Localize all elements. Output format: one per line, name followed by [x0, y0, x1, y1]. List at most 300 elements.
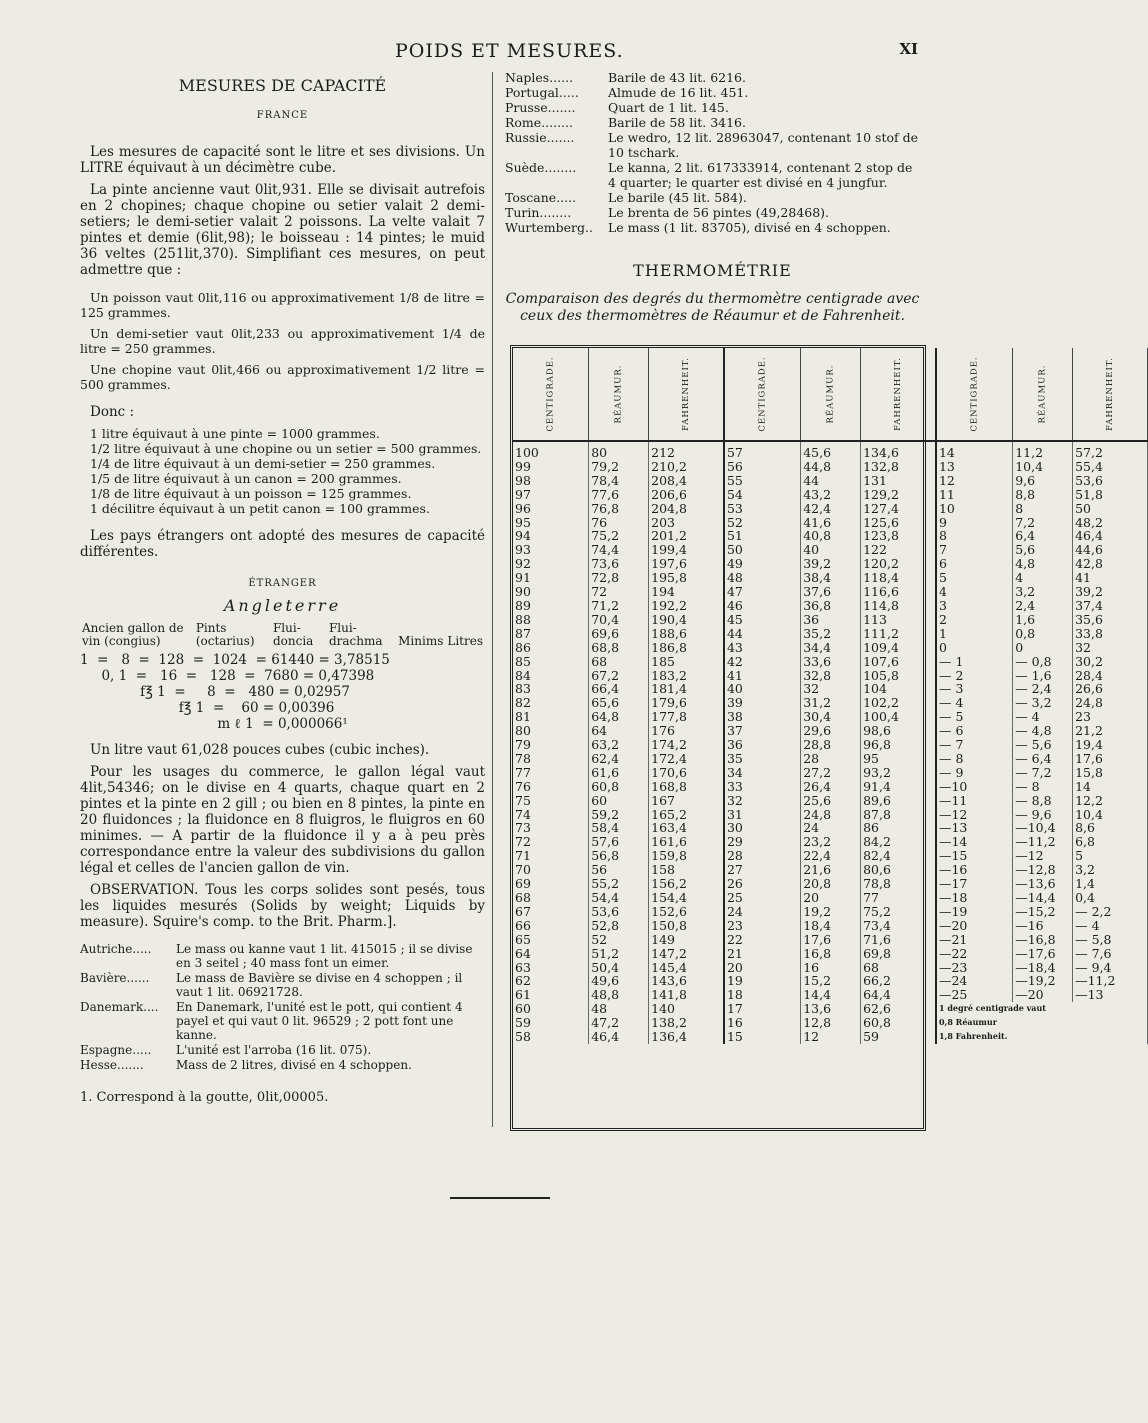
thermo-cell: 116,6 — [861, 585, 936, 599]
thermo-row — [513, 933, 1147, 947]
thermo-row — [513, 571, 1147, 585]
thermo-row — [513, 613, 1147, 627]
thermo-header-cell — [1073, 348, 1148, 441]
thermo-header-label: CENTIGRADE. — [757, 356, 768, 432]
thermo-cell: — 4 — [1013, 710, 1073, 724]
thermo-row — [513, 808, 1147, 822]
thermo-cell: 80 — [513, 724, 589, 738]
thermo-cell: — 2,2 — [1073, 905, 1148, 919]
thermo-row — [513, 891, 1147, 905]
thermo-cell: 149 — [649, 933, 724, 947]
thermo-cell: 11,2 — [1013, 441, 1073, 460]
approx-list — [80, 290, 485, 392]
country-row — [80, 1043, 485, 1057]
thermo-cell: —25 — [936, 988, 1013, 1002]
thermo-cell: 20 — [801, 891, 861, 905]
thermo-cell: 52,8 — [589, 919, 649, 933]
thermo-cell: 19 — [724, 974, 801, 988]
thermo-cell: 22,4 — [801, 849, 861, 863]
thermo-cell: 125,6 — [861, 516, 936, 530]
thermo-row — [513, 766, 1147, 780]
country-row — [80, 971, 485, 999]
thermo-cell: 80 — [589, 441, 649, 460]
thermo-cell: 29,6 — [801, 724, 861, 738]
thermo-cell: 9 — [936, 516, 1013, 530]
thermo-cell: 140 — [649, 1002, 724, 1016]
thermo-cell: 78,8 — [861, 877, 936, 891]
thermo-cell: 123,8 — [861, 529, 936, 543]
thermo-cell: —15,2 — [1013, 905, 1073, 919]
thermo-cell: 53,6 — [589, 905, 649, 919]
thermo-cell: 118,4 — [861, 571, 936, 585]
donc-label: Donc : — [90, 404, 135, 420]
thermo-cell: 28 — [724, 849, 801, 863]
thermo-cell: 48,8 — [589, 988, 649, 1002]
thermo-cell: 132,8 — [861, 460, 936, 474]
thermo-cell: 17 — [724, 1002, 801, 1016]
country-name: Naples...... — [505, 70, 574, 85]
thermo-cell: 73,4 — [861, 919, 936, 933]
thermo-cell: — 1 — [936, 655, 1013, 669]
country-row — [505, 85, 920, 100]
thermo-cell: 36 — [724, 738, 801, 752]
thermo-cell: 74,4 — [589, 543, 649, 557]
country-value: Le mass (1 lit. 83705), divisé en 4 schoppen. — [608, 220, 891, 235]
thermo-row — [513, 919, 1147, 933]
uk-header-cell: Pints (octarius) — [195, 621, 255, 648]
thermo-cell: 51,2 — [589, 947, 649, 961]
thermo-cell: 71,6 — [861, 933, 936, 947]
thermo-cell: 4 — [1013, 571, 1073, 585]
country-name: Suède........ — [505, 160, 577, 175]
running-head: POIDS ET MESURES. — [395, 40, 624, 62]
thermo-cell: 45 — [724, 613, 801, 627]
thermo-cell: 143,6 — [649, 974, 724, 988]
thermo-cell: 80,6 — [861, 863, 936, 877]
thermo-cell: 93,2 — [861, 766, 936, 780]
thermo-header-label: FAHRENHEIT. — [893, 357, 904, 431]
thermo-cell: 66,4 — [589, 682, 649, 696]
thermo-cell: 59,2 — [589, 808, 649, 822]
thermo-cell: 6,4 — [1013, 529, 1073, 543]
country-value: Mass de 2 litres, divisé en 4 schoppen. — [176, 1058, 412, 1072]
thermo-cell: 55,4 — [1073, 460, 1148, 474]
approx-item: Une chopine vaut 0lit,466 ou approximativement 1/2 litre = 500 grammes. — [80, 362, 485, 392]
thermo-cell: 70 — [513, 863, 589, 877]
thermo-cell: 47 — [724, 585, 801, 599]
country-row — [505, 205, 920, 220]
thermo-cell: 55,2 — [589, 877, 649, 891]
observation-paragraph: OBSERVATION. Tous les corps solides sont pesés, tous les liquides mesurés (Solids by weight; Liquids by measure). Squire's comp. to the Brit. Pharm.]. — [80, 882, 485, 930]
thermo-cell: —11 — [936, 794, 1013, 808]
thermo-cell: 0,8 — [1013, 627, 1073, 641]
thermo-cell: 97 — [513, 488, 589, 502]
thermo-cell: 9,6 — [1013, 474, 1073, 488]
left-column — [80, 78, 485, 1106]
thermo-cell: 42,8 — [1073, 557, 1148, 571]
thermo-cell: 10 — [936, 502, 1013, 516]
uk-row: f℥ 1 = 60 = 0,00396 — [80, 700, 335, 716]
thermo-cell: 48 — [724, 571, 801, 585]
thermo-cell: 95 — [513, 516, 589, 530]
thermo-cell: — 9 — [936, 766, 1013, 780]
thermo-cell: — 2 — [936, 669, 1013, 683]
thermo-cell: 91,4 — [861, 780, 936, 794]
thermo-cell: — 3 — [936, 682, 1013, 696]
thermo-cell: 32 — [724, 794, 801, 808]
thermo-cell: 31 — [724, 808, 801, 822]
thermo-cell: 21 — [724, 947, 801, 961]
thermo-cell: 64 — [513, 947, 589, 961]
thermo-cell: 104 — [861, 682, 936, 696]
thermo-cell: 66 — [513, 919, 589, 933]
thermo-cell: 204,8 — [649, 502, 724, 516]
thermo-cell: —16 — [936, 863, 1013, 877]
country-name: Russie....... — [505, 130, 575, 145]
thermo-cell: —12,8 — [1013, 863, 1073, 877]
thermo-cell: — 5,8 — [1073, 933, 1148, 947]
thermo-cell: 150,8 — [649, 919, 724, 933]
thermo-cell: 48,2 — [1073, 516, 1148, 530]
thermo-cell: 94 — [513, 529, 589, 543]
thermo-cell: 159,8 — [649, 849, 724, 863]
country-row — [505, 190, 920, 205]
thermo-cell: 8,8 — [1013, 488, 1073, 502]
thermo-row — [513, 947, 1147, 961]
thermo-cell: 42,4 — [801, 502, 861, 516]
thermo-cell: 134,6 — [861, 441, 936, 460]
country-value: Le mass ou kanne vaut 1 lit. 415015 ; il se divise en 3 seitel ; 40 mass font un eimer. — [176, 942, 473, 970]
thermo-cell: 65,6 — [589, 696, 649, 710]
thermo-cell: 23 — [724, 919, 801, 933]
thermo-cell: —10,4 — [1013, 821, 1073, 835]
thermo-cell: 68 — [513, 891, 589, 905]
thermo-cell: 58,4 — [589, 821, 649, 835]
thermo-cell: 70,4 — [589, 613, 649, 627]
thermo-cell: 49,6 — [589, 974, 649, 988]
thermo-cell: 12 — [801, 1030, 861, 1044]
thermo-cell: 98 — [513, 474, 589, 488]
thermo-header-label: FAHRENHEIT. — [681, 357, 692, 431]
thermo-cell: 0 — [936, 641, 1013, 655]
thermo-cell: 21,2 — [1073, 724, 1148, 738]
thermo-cell: 141,8 — [649, 988, 724, 1002]
thermo-cell: 109,4 — [861, 641, 936, 655]
thermo-cell: 43,2 — [801, 488, 861, 502]
thermo-cell: 195,8 — [649, 571, 724, 585]
thermo-cell: 37 — [724, 724, 801, 738]
thermo-cell: 31,2 — [801, 696, 861, 710]
thermo-header-label: RÉAUMUR. — [613, 364, 624, 424]
thermo-cell: 28,8 — [801, 738, 861, 752]
thermo-cell: 12,8 — [801, 1016, 861, 1030]
thermo-row — [513, 460, 1147, 474]
thermo-cell: 44 — [724, 627, 801, 641]
thermo-cell: 5 — [1073, 849, 1148, 863]
country-name: Bavière...... — [80, 971, 150, 985]
thermo-cell: 84,2 — [861, 835, 936, 849]
thermo-cell: 98,6 — [861, 724, 936, 738]
cubic-paragraph: Un litre vaut 61,028 pouces cubes (cubic inches). — [90, 742, 430, 758]
thermo-cell: 34 — [724, 766, 801, 780]
thermo-cell: 120,2 — [861, 557, 936, 571]
thermo-cell: 68,8 — [589, 641, 649, 655]
thermo-cell: 6 — [936, 557, 1013, 571]
thermo-row — [513, 780, 1147, 794]
thermo-cell: 158 — [649, 863, 724, 877]
thermo-cell: 161,6 — [649, 835, 724, 849]
thermo-cell: 2 — [936, 613, 1013, 627]
thermo-note: 1,8 Fahrenheit. — [936, 1030, 1147, 1044]
thermo-cell: 62,6 — [861, 1002, 936, 1016]
uk-row: f℥ 1 = 8 = 480 = 0,02957 — [80, 684, 350, 700]
thermo-cell: —15 — [936, 849, 1013, 863]
thermo-cell: —23 — [936, 961, 1013, 975]
thermo-cell: 5 — [936, 571, 1013, 585]
thermo-cell: 13,6 — [801, 1002, 861, 1016]
thermo-cell: — 7 — [936, 738, 1013, 752]
thermo-cell: 18,4 — [801, 919, 861, 933]
thermo-cell: 43 — [724, 641, 801, 655]
thermo-cell: 24 — [724, 905, 801, 919]
thermo-row — [513, 738, 1147, 752]
thermo-cell: 87,8 — [861, 808, 936, 822]
thermo-row — [513, 863, 1147, 877]
thermo-cell: 15,2 — [801, 974, 861, 988]
gallon-paragraph: Pour les usages du commerce, le gallon légal vaut 4lit,54346; on le divise en 4 quarts, chaque quart en 2 pintes et la pinte en 2 gill ; ou bien en 8 pintes, la pinte en 20 fluidonces ; la fluidonce en 8 fluigros, le fluigros en 60 minimes. — A partir de la fluidonce il y a à peu près correspondance entre la valeur des subdivisions du gallon légal et celles de l'ancien gallon de vin. — [80, 764, 485, 876]
thermo-cell: 16 — [724, 1016, 801, 1030]
thermo-cell: 59 — [861, 1030, 936, 1044]
thermo-header-cell — [1013, 348, 1073, 441]
thermo-cell: 72 — [589, 585, 649, 599]
thermo-cell: 190,4 — [649, 613, 724, 627]
country-row — [505, 115, 920, 130]
thermo-cell: 57,2 — [1073, 441, 1148, 460]
thermo-cell: —13 — [936, 821, 1013, 835]
thermo-cell: 34,4 — [801, 641, 861, 655]
thermo-cell: 10,4 — [1013, 460, 1073, 474]
thermo-cell: 79,2 — [589, 460, 649, 474]
thermo-cell: 35,2 — [801, 627, 861, 641]
thermo-cell: 23,2 — [801, 835, 861, 849]
thermo-cell: 183,2 — [649, 669, 724, 683]
thermo-row — [513, 794, 1147, 808]
thermo-cell: 42 — [724, 655, 801, 669]
thermo-cell: 0,4 — [1073, 891, 1148, 905]
thermo-cell: 74 — [513, 808, 589, 822]
section-title: MESURES DE CAPACITÉ — [178, 76, 387, 95]
thermo-cell: 65 — [513, 933, 589, 947]
thermo-cell: 54 — [724, 488, 801, 502]
thermo-cell: 7,2 — [1013, 516, 1073, 530]
thermo-header-cell — [513, 348, 589, 441]
thermo-cell: 54,4 — [589, 891, 649, 905]
thermo-cell: 22 — [724, 933, 801, 947]
thermo-row — [513, 961, 1147, 975]
thermo-row — [513, 557, 1147, 571]
thermo-row — [513, 724, 1147, 738]
thermo-cell: 24,8 — [1073, 696, 1148, 710]
approx-item: Un poisson vaut 0lit,116 ou approximativement 1/8 de litre = 125 grammes. — [80, 290, 485, 320]
uk-header-cell: Ancien gallon de vin (congius) — [82, 621, 184, 648]
thermo-cell: 100,4 — [861, 710, 936, 724]
thermo-cell: 53,6 — [1073, 474, 1148, 488]
thermo-cell: 167 — [649, 794, 724, 808]
thermo-cell: 2,4 — [1013, 599, 1073, 613]
thermo-cell: — 8 — [936, 752, 1013, 766]
thermo-cell: 13 — [936, 460, 1013, 474]
donc-item: 1 décilitre équivaut à un petit canon = 100 grammes. — [90, 501, 430, 516]
thermo-cell: —11,2 — [1013, 835, 1073, 849]
country-value: Le barile (45 lit. 584). — [608, 190, 747, 205]
thermo-cell: 73 — [513, 821, 589, 835]
thermo-cell: 66,2 — [861, 974, 936, 988]
thermo-cell: 88 — [513, 613, 589, 627]
thermo-cell: 30,2 — [1073, 655, 1148, 669]
approx-item: Un demi-setier vaut 0lit,233 ou approximativement 1/4 de litre = 250 grammes. — [80, 326, 485, 356]
thermo-header-label: RÉAUMUR. — [1037, 364, 1048, 424]
thermo-cell: 91 — [513, 571, 589, 585]
thermo-cell: 38 — [724, 710, 801, 724]
thermo-cell: 59 — [513, 1016, 589, 1030]
pinte-paragraph: La pinte ancienne vaut 0lit,931. Elle se divisait autrefois en 2 chopines; chaque chopine ou setier valait 2 demi-setiers; le demi-setier valait 2 poissons. La velte valait 7 pintes et demie (6lit,98); le boisseau : 14 pintes; le muid 36 veltes (251lit,370). Simplifiant ces mesures, on peut admettre que : — [80, 182, 485, 278]
thermo-cell: 71 — [513, 849, 589, 863]
thermo-row — [513, 821, 1147, 835]
thermo-row — [513, 669, 1147, 683]
thermo-cell: 27 — [724, 863, 801, 877]
thermo-cell: 14 — [1073, 780, 1148, 794]
thermo-title: THERMOMÉTRIE — [633, 261, 792, 280]
thermo-cell: — 4,8 — [1013, 724, 1073, 738]
thermo-row — [513, 441, 1147, 460]
thermo-cell: 114,8 — [861, 599, 936, 613]
thermo-cell: 18 — [724, 988, 801, 1002]
thermo-cell: — 2,4 — [1013, 682, 1073, 696]
thermo-cell: 84 — [513, 669, 589, 683]
thermo-cell: 1 — [936, 627, 1013, 641]
country-value: Le wedro, 12 lit. 28963047, contenant 10 stof de 10 tschark. — [608, 130, 919, 160]
foreign-intro: Les pays étrangers ont adopté des mesures de capacité différentes. — [80, 528, 485, 560]
thermo-cell: 99 — [513, 460, 589, 474]
thermo-cell: 16 — [801, 961, 861, 975]
thermo-cell: 3,2 — [1073, 863, 1148, 877]
uk-row: 0, 1 = 16 = 128 = 7680 = 0,47398 — [80, 668, 375, 684]
thermo-cell: 19,4 — [1073, 738, 1148, 752]
thermo-cell: —11,2 — [1073, 974, 1148, 988]
thermo-cell: 46,4 — [1073, 529, 1148, 543]
thermo-cell: —21 — [936, 933, 1013, 947]
uk-header-cell: Flui-doncia — [272, 621, 314, 648]
thermo-cell: 64,4 — [861, 988, 936, 1002]
thermo-cell: 165,2 — [649, 808, 724, 822]
thermo-cell: 30 — [724, 821, 801, 835]
thermo-cell: 75,2 — [861, 905, 936, 919]
thermo-cell: 17,6 — [801, 933, 861, 947]
thermo-cell: 170,6 — [649, 766, 724, 780]
thermo-cell: 4 — [936, 585, 1013, 599]
thermo-row — [513, 599, 1147, 613]
thermo-cell: 44,6 — [1073, 543, 1148, 557]
thermo-cell: 16,8 — [801, 947, 861, 961]
uk-row: 1 = 8 = 128 = 1024 = 61440 = 3,78515 — [80, 652, 390, 668]
thermo-cell: 186,8 — [649, 641, 724, 655]
subsection-france: FRANCE — [256, 110, 309, 121]
thermo-cell: 45,6 — [801, 441, 861, 460]
thermo-cell: 208,4 — [649, 474, 724, 488]
thermo-cell: — 9,6 — [1013, 808, 1073, 822]
thermo-cell: 67,2 — [589, 669, 649, 683]
thermo-cell: —10 — [936, 780, 1013, 794]
thermo-row — [513, 835, 1147, 849]
thermo-cell: 10,4 — [1073, 808, 1148, 822]
thermo-header-cell — [936, 348, 1013, 441]
donc-list — [80, 426, 485, 516]
thermo-row — [513, 877, 1147, 891]
thermo-header-cell — [861, 348, 936, 441]
thermo-cell: —13 — [1073, 988, 1148, 1002]
thermo-header-label: CENTIGRADE. — [969, 356, 980, 432]
thermo-cell: 181,4 — [649, 682, 724, 696]
thermo-cell: — 7,2 — [1013, 766, 1073, 780]
thermo-row — [513, 543, 1147, 557]
thermo-cell: 188,6 — [649, 627, 724, 641]
thermo-cell: —22 — [936, 947, 1013, 961]
thermo-cell: 177,8 — [649, 710, 724, 724]
country-name: Wurtemberg.. — [505, 220, 593, 235]
thermo-cell: — 5 — [936, 710, 1013, 724]
thermo-cell: — 8 — [1013, 780, 1073, 794]
thermo-cell: 122 — [861, 543, 936, 557]
country-value: Almude de 16 lit. 451. — [608, 85, 749, 100]
thermo-header-cell — [649, 348, 724, 441]
closing-rule — [450, 1197, 550, 1199]
thermo-note: 0,8 Réaumur — [936, 1016, 1147, 1030]
thermo-cell: 52 — [724, 516, 801, 530]
thermo-cell: 81 — [513, 710, 589, 724]
thermo-cell: 4,8 — [1013, 557, 1073, 571]
thermo-cell: 7 — [936, 543, 1013, 557]
thermo-cell: 60,8 — [861, 1016, 936, 1030]
thermo-header-label: RÉAUMUR. — [825, 364, 836, 424]
thermo-cell: 41,6 — [801, 516, 861, 530]
country-row — [505, 160, 920, 190]
country-row — [80, 942, 485, 970]
thermo-cell: 28,4 — [1073, 669, 1148, 683]
thermo-cell: 44,8 — [801, 460, 861, 474]
thermo-header-cell — [724, 348, 801, 441]
uk-header-cell: Minims — [398, 634, 444, 648]
thermo-cell: 83 — [513, 682, 589, 696]
thermo-row — [513, 752, 1147, 766]
thermo-cell: 28 — [801, 752, 861, 766]
thermo-row — [513, 1030, 1147, 1044]
thermo-cell: 96 — [513, 502, 589, 516]
thermo-cell: 89,6 — [861, 794, 936, 808]
thermo-cell: 56,8 — [589, 849, 649, 863]
thermo-cell: 138,2 — [649, 1016, 724, 1030]
thermo-cell: 62,4 — [589, 752, 649, 766]
thermo-cell: 69 — [513, 877, 589, 891]
thermo-cell: —19 — [936, 905, 1013, 919]
thermo-cell: 203 — [649, 516, 724, 530]
thermo-cell: 15 — [724, 1030, 801, 1044]
thermo-cell: 172,4 — [649, 752, 724, 766]
thermo-cell: 8,6 — [1073, 821, 1148, 835]
thermo-cell: 49 — [724, 557, 801, 571]
thermo-cell: —18,4 — [1013, 961, 1073, 975]
donc-item: 1/2 litre équivaut à une chopine ou un setier = 500 grammes. — [90, 441, 482, 456]
thermo-cell: 8 — [1013, 502, 1073, 516]
